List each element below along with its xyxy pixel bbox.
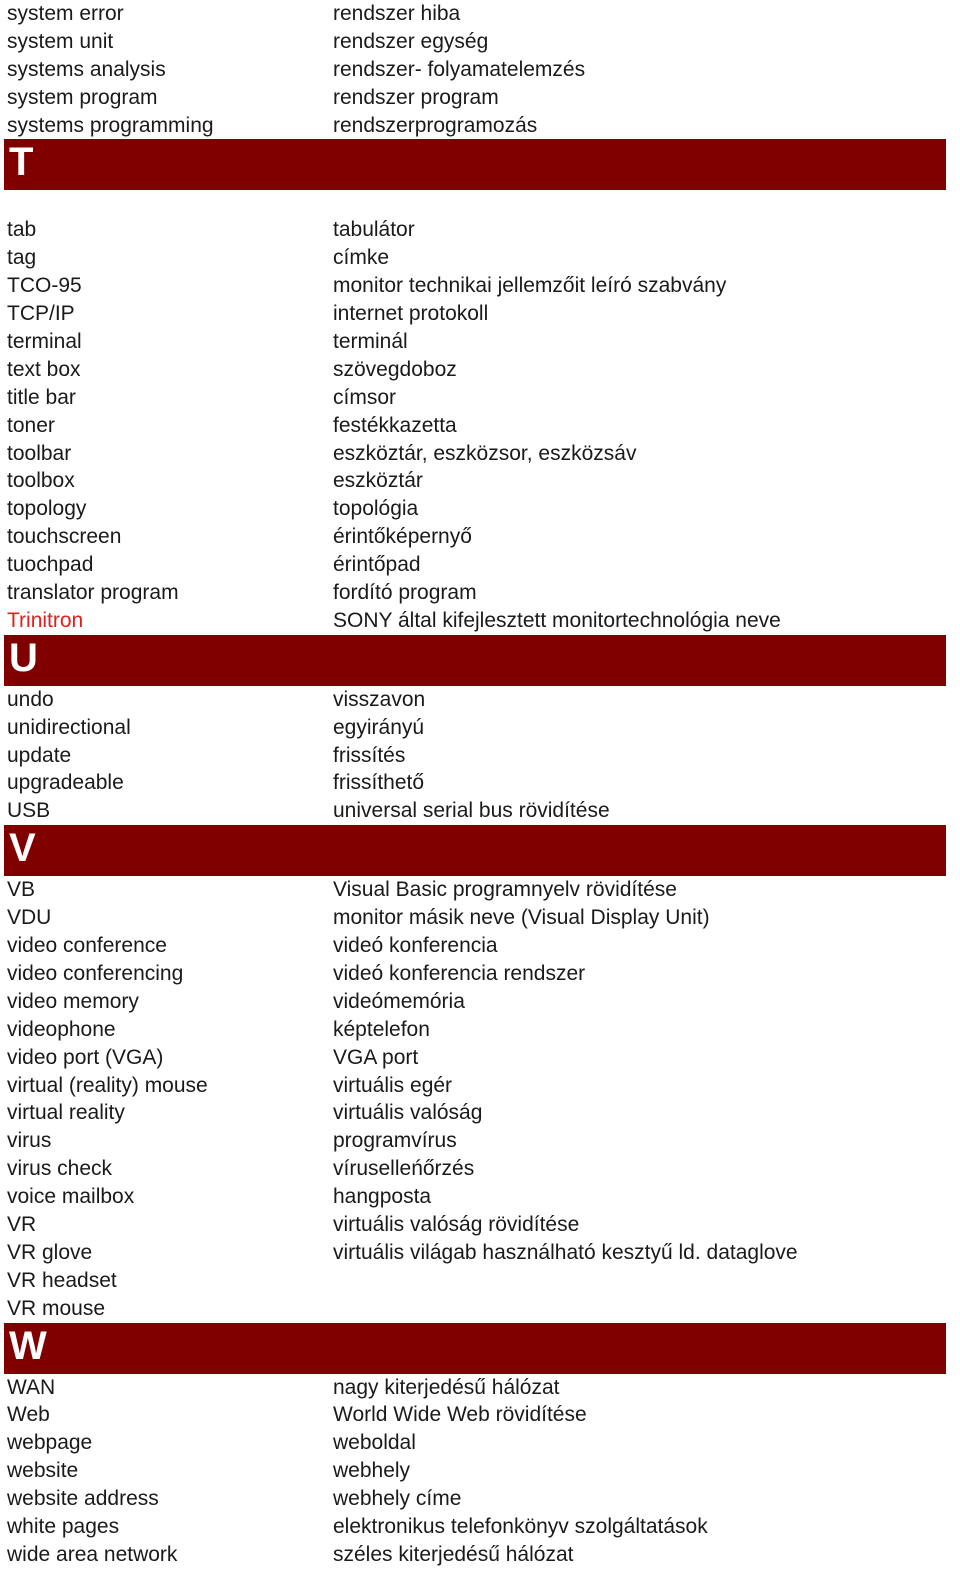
glossary-row: [0, 300, 960, 328]
glossary-row: [0, 1485, 960, 1513]
english-term: VR headset: [7, 1268, 117, 1292]
glossary-row: [0, 356, 960, 384]
section-header-w: W: [4, 1323, 946, 1374]
hungarian-translation: egyirányú: [333, 715, 425, 739]
hungarian-translation: SONY által kifejlesztett monitortechnológia neve: [333, 608, 781, 632]
english-term: USB: [7, 799, 51, 823]
hungarian-translation: rendszer program: [333, 85, 499, 109]
hungarian-translation: nagy kiterjedésű hálózat: [333, 1375, 560, 1399]
hungarian-translation: virtuális valóság rövidítése: [333, 1212, 580, 1236]
hungarian-translation: virtuális világab használható kesztyű ld. dataglove: [333, 1240, 798, 1264]
english-term: TCP/IP: [7, 302, 75, 326]
english-term: virtual (reality) mouse: [7, 1073, 208, 1097]
glossary-row: [0, 1295, 960, 1323]
hungarian-translation: címsor: [333, 385, 396, 409]
english-term: toolbox: [7, 469, 75, 493]
hungarian-translation: monitor másik neve (Visual Display Unit): [333, 906, 710, 930]
english-term: topology: [7, 497, 87, 521]
english-term: tuochpad: [7, 553, 94, 577]
glossary-row: [0, 1541, 960, 1569]
english-term: system program: [7, 85, 158, 109]
hungarian-translation: topológia: [333, 497, 419, 521]
hungarian-translation: széles kiterjedésű hálózat: [333, 1542, 574, 1566]
english-term: Trinitron: [7, 608, 84, 632]
hungarian-translation: elektronikus telefonkönyv szolgáltatások: [333, 1514, 708, 1538]
glossary-row: [0, 467, 960, 495]
hungarian-translation: webhely címe: [333, 1487, 462, 1511]
hungarian-translation: szövegdoboz: [333, 357, 457, 381]
glossary-row: [0, 876, 960, 904]
english-term: tag: [7, 246, 37, 270]
english-term: VR mouse: [7, 1296, 106, 1320]
glossary-row: [0, 1155, 960, 1183]
english-term: undo: [7, 687, 54, 711]
glossary-row: [0, 1099, 960, 1127]
english-term: toner: [7, 413, 55, 437]
glossary-row: [0, 714, 960, 742]
hungarian-translation: rendszer- folyamatelemzés: [333, 57, 586, 81]
english-term: unidirectional: [7, 715, 131, 739]
glossary-row: [0, 932, 960, 960]
english-term: VDU: [7, 906, 52, 930]
glossary-row: [0, 1429, 960, 1457]
hungarian-translation: virtuális egér: [333, 1073, 453, 1097]
glossary-row: [0, 1211, 960, 1239]
glossary-row: [0, 523, 960, 551]
glossary-row: [0, 1401, 960, 1429]
glossary-row: [0, 28, 960, 56]
glossary-row: [0, 1183, 960, 1211]
english-term: video conference: [7, 934, 167, 958]
hungarian-translation: internet protokoll: [333, 302, 489, 326]
hungarian-translation: webhely: [333, 1459, 411, 1483]
english-term: VB: [7, 878, 36, 902]
hungarian-translation: weboldal: [333, 1431, 416, 1455]
hungarian-translation: érintőpad: [333, 553, 421, 577]
english-term: toolbar: [7, 441, 72, 465]
english-term: update: [7, 743, 72, 767]
english-term: video conferencing: [7, 961, 184, 985]
glossary-row: [0, 1016, 960, 1044]
hungarian-translation: visszavon: [333, 687, 426, 711]
glossary-row: [0, 440, 960, 468]
english-term: videophone: [7, 1017, 116, 1041]
glossary-row: [0, 0, 960, 28]
hungarian-translation: videó konferencia: [333, 934, 498, 958]
glossary-row: [0, 384, 960, 412]
hungarian-translation: terminál: [333, 330, 408, 354]
section-spacer: [0, 190, 960, 216]
glossary-row: [0, 904, 960, 932]
english-term: touchscreen: [7, 525, 122, 549]
english-term: virus check: [7, 1157, 113, 1181]
english-term: WAN: [7, 1375, 56, 1399]
glossary-row: [0, 686, 960, 714]
hungarian-translation: monitor technikai jellemzőit leíró szabvány: [333, 274, 727, 298]
english-term: text box: [7, 357, 81, 381]
hungarian-translation: képtelefon: [333, 1017, 430, 1041]
hungarian-translation: frissíthető: [333, 771, 425, 795]
english-term: Web: [7, 1403, 50, 1427]
glossary-row: [0, 988, 960, 1016]
glossary-row: [0, 1044, 960, 1072]
hungarian-translation: fordító program: [333, 581, 477, 605]
glossary-row: [0, 1457, 960, 1485]
english-term: virtual reality: [7, 1101, 125, 1125]
glossary-row: [0, 742, 960, 770]
hungarian-translation: víruselleńőrzés: [333, 1157, 475, 1181]
english-term: TCO-95: [7, 274, 82, 298]
glossary-row: [0, 1513, 960, 1541]
english-term: upgradeable: [7, 771, 124, 795]
glossary-row: [0, 551, 960, 579]
glossary-row: [0, 412, 960, 440]
glossary-row: [0, 1267, 960, 1295]
glossary-row: [0, 272, 960, 300]
hungarian-translation: programvírus: [333, 1129, 457, 1153]
hungarian-translation: hangposta: [333, 1185, 432, 1209]
glossary-row: [0, 112, 960, 140]
english-term: system unit: [7, 29, 114, 53]
hungarian-translation: VGA port: [333, 1045, 419, 1069]
glossary-row: [0, 769, 960, 797]
glossary-row: [0, 216, 960, 244]
english-term: website address: [7, 1487, 159, 1511]
english-term: wide area network: [7, 1542, 178, 1566]
glossary-row: [0, 84, 960, 112]
glossary-row: [0, 495, 960, 523]
glossary-row: [0, 1239, 960, 1267]
english-term: voice mailbox: [7, 1185, 135, 1209]
english-term: system error: [7, 2, 124, 25]
english-term: virus: [7, 1129, 52, 1153]
hungarian-translation: universal serial bus rövidítése: [333, 799, 610, 823]
glossary-row: [0, 1127, 960, 1155]
section-header-t: T: [4, 139, 946, 190]
hungarian-translation: rendszer egység: [333, 29, 489, 53]
glossary-row: [0, 960, 960, 988]
glossary-row: [0, 579, 960, 607]
hungarian-translation: festékkazetta: [333, 413, 457, 437]
english-term: white pages: [7, 1514, 120, 1538]
english-term: systems programming: [7, 113, 214, 137]
hungarian-translation: frissítés: [333, 743, 406, 767]
english-term: VR: [7, 1212, 37, 1236]
english-term: video memory: [7, 989, 139, 1013]
hungarian-translation: címke: [333, 246, 390, 270]
english-term: website: [7, 1459, 79, 1483]
hungarian-translation: rendszer hiba: [333, 2, 461, 25]
hungarian-translation: érintőképernyő: [333, 525, 472, 549]
english-term: systems analysis: [7, 57, 166, 81]
english-term: tab: [7, 218, 37, 242]
glossary-row: [0, 797, 960, 825]
english-term: title bar: [7, 385, 76, 409]
hungarian-translation: eszköztár: [333, 469, 423, 493]
english-term: terminal: [7, 330, 82, 354]
glossary-row: [0, 1072, 960, 1100]
glossary-row: [0, 328, 960, 356]
english-term: VR glove: [7, 1240, 93, 1264]
glossary-row: [0, 56, 960, 84]
hungarian-translation: eszköztár, eszközsor, eszközsáv: [333, 441, 637, 465]
glossary-row: [0, 1374, 960, 1402]
section-header-u: U: [4, 635, 946, 686]
hungarian-translation: World Wide Web rövidítése: [333, 1403, 587, 1427]
english-term: video port (VGA): [7, 1045, 164, 1069]
english-term: translator program: [7, 581, 179, 605]
hungarian-translation: videó konferencia rendszer: [333, 961, 586, 985]
hungarian-translation: videómemória: [333, 989, 465, 1013]
hungarian-translation: tabulátor: [333, 218, 415, 242]
glossary-row: [0, 244, 960, 272]
section-header-v: V: [4, 825, 946, 876]
english-term: webpage: [7, 1431, 93, 1455]
hungarian-translation: rendszerprogramozás: [333, 113, 538, 137]
hungarian-translation: Visual Basic programnyelv rövidítése: [333, 878, 677, 902]
hungarian-translation: virtuális valóság: [333, 1101, 483, 1125]
glossary-row: [0, 607, 960, 635]
